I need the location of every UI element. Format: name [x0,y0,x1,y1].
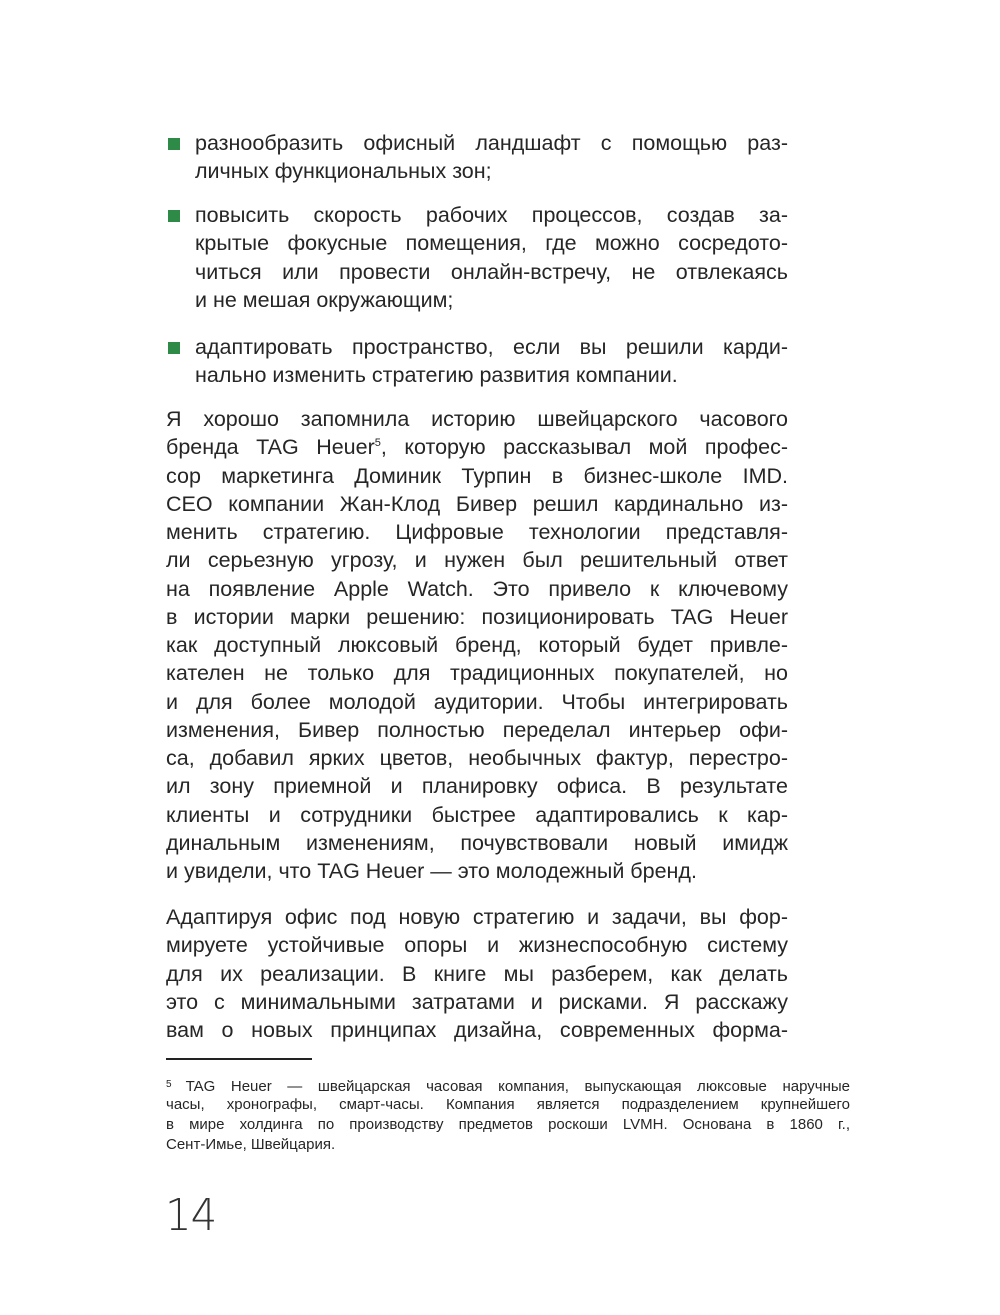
page-number: 14 [165,1190,217,1241]
text-line: Я хорошо запомнила историю швейцарского часового [166,407,788,431]
text-line: нально изменить стратегию развития компании. [195,363,678,388]
text-line: личных функциональных зон; [195,159,492,184]
text-span: бренда TAG Heuer [166,435,375,460]
text-line: менить стратегию. Цифровые технологии представля- [166,520,788,544]
bullet-item [195,129,788,186]
text-line: как доступный люксовый бренд, который будет привле- [166,633,788,657]
text-line: CEO компании Жан-Клод Бивер решил кардинально из- [166,491,788,516]
text-line: для их реализации. В книге мы разберем, как делать [166,961,788,986]
footnote-line: в мире холдинга по производству предметов роскоши LVMH. Основана в 1860 г., [166,1116,850,1133]
text-line: в истории марки решению: позиционировать TAG Heuer [166,604,788,629]
footnote-divider [166,1058,312,1060]
footnote-line: Сент-Имье, Швейцария. [166,1136,336,1153]
text-line [166,433,788,461]
paragraph-tag-heuer-story [166,405,788,885]
text-line: и не мешая окружающим; [195,287,454,312]
text-line: ли серьезную угрозу, и нужен был решительный ответ [166,548,788,573]
bullet-square-icon [168,342,180,354]
text-line: са, добавил ярких цветов, необычных фактур, перестро- [166,746,788,770]
text-line: и для более молодой аудитории. Чтобы интегрировать [166,689,788,714]
text-line: читься или провести онлайн-встречу, не отвлекаясь [195,259,788,284]
paragraph-office-strategy [166,903,788,1044]
text-line: ил зону приемной и планировку офиса. В результате [166,774,788,799]
bullet-square-icon [168,138,180,150]
footnote-line [166,1075,850,1095]
text-line: Адаптируя офис под новую стратегию и задачи, вы фор- [166,905,788,929]
footnote-line: часы, хронографы, смарт-часы. Компания является подразделением крупнейшего [166,1096,850,1113]
bullet-item [195,201,788,314]
bullet-item [195,333,788,390]
footnote [166,1075,850,1155]
footnote-number: 5 [166,1079,172,1090]
footnote-text: TAG Heuer — швейцарская часовая компания, выпускающая люксовые наручные [185,1078,850,1095]
text-line: динальным изменениям, почувствовали новый имидж [166,830,788,855]
text-line: это с минимальными затратами и рисками. Я расскажу [166,989,788,1014]
text-line: мируете устойчивые опоры и жизнеспособную систему [166,933,788,958]
text-line: на появление Apple Watch. Это привело к ключевому [166,576,788,601]
text-line: кателен не только для традиционных покупателей, но [166,661,788,686]
text-line: и увидели, что TAG Heuer — это молодежный бренд. [166,859,697,883]
text-line: сор маркетинга Доминик Турпин в бизнес-школе IMD. [166,463,788,488]
text-line: разнообразить офисный ландшафт с помощью раз- [195,131,788,155]
text-line: крытые фокусные помещения, где можно сосредото- [195,231,788,256]
text-line: клиенты и сотрудники быстрее адаптировались к кар- [166,802,788,827]
text-line: изменения, Бивер полностью переделал интерьер офи- [166,717,788,742]
footnote-ref[interactable]: 5 [374,437,381,450]
text-span: , которую рассказывал мой профес- [380,435,788,460]
text-line: вам о новых принципах дизайна, современных форма- [166,1018,788,1042]
text-line: повысить скорость рабочих процессов, создав за- [195,203,788,227]
bullet-square-icon [168,210,180,222]
text-line: адаптировать пространство, если вы решили карди- [195,335,788,359]
